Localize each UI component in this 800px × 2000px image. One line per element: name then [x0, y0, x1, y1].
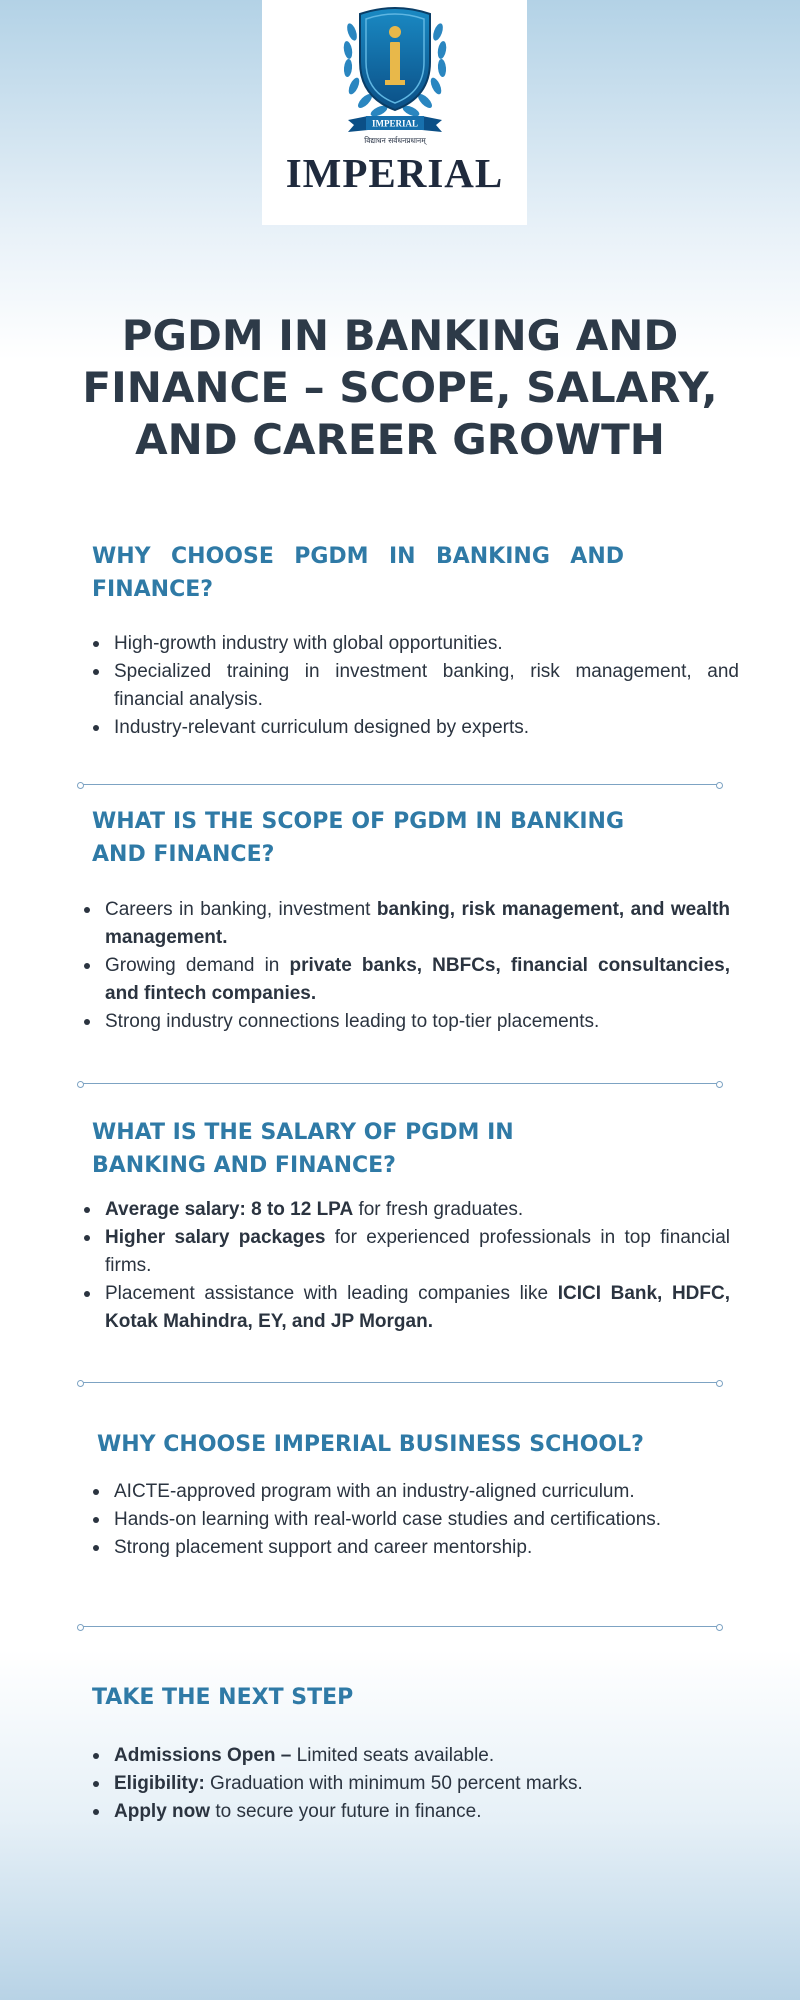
list-item: High-growth industry with global opportunities.: [91, 630, 739, 658]
list-item: Average salary: 8 to 12 LPA for fresh graduates.: [82, 1196, 730, 1224]
list-item: Eligibility: Graduation with minimum 50 percent marks.: [91, 1770, 739, 1798]
list-item: Growing demand in private banks, NBFCs, financial consultancies, and fintech companies.: [82, 952, 730, 1008]
crest-icon: [330, 2, 460, 147]
page-title: PGDM IN BANKING AND FINANCE – SCOPE, SALARY, AND CAREER GROWTH: [82, 311, 718, 464]
bullet-list: [82, 1196, 730, 1336]
bullet-list: [82, 896, 730, 1036]
section-heading: WHY CHOOSE IMPERIAL BUSINESS SCHOOL?: [97, 1432, 644, 1457]
list-item: Higher salary packages for experienced professionals in top financial firms.: [82, 1224, 730, 1280]
list-item: AICTE-approved program with an industry-aligned curriculum.: [91, 1478, 739, 1506]
list-item: Placement assistance with leading companies like ICICI Bank, HDFC, Kotak Mahindra, EY, and JP Morgan.: [82, 1280, 730, 1336]
section-heading: TAKE THE NEXT STEP: [92, 1685, 354, 1710]
bullet-list: [91, 1478, 739, 1562]
logo-motto: विद्याधन सर्वधनप्रधानम्: [363, 136, 426, 145]
section-heading: WHY CHOOSE PGDM IN BANKING AND FINANCE?: [92, 544, 624, 602]
bullet-list: [91, 1742, 739, 1826]
logo-name: IMPERIAL: [285, 150, 504, 196]
list-item: Careers in banking, investment banking, risk management, and wealth management.: [82, 896, 730, 952]
list-item: Strong industry connections leading to top-tier placements.: [82, 1008, 730, 1036]
divider: [80, 784, 720, 785]
bullet-list: [91, 630, 739, 742]
list-item: Admissions Open – Limited seats available.: [91, 1742, 739, 1770]
list-item: Industry-relevant curriculum designed by experts.: [91, 714, 739, 742]
section-heading: WHAT IS THE SALARY OF PGDM IN BANKING AND FINANCE?: [92, 1120, 514, 1178]
divider: [80, 1083, 720, 1084]
list-item: Strong placement support and career mentorship.: [91, 1534, 739, 1562]
divider: [80, 1382, 720, 1383]
section-heading: WHAT IS THE SCOPE OF PGDM IN BANKING AND FINANCE?: [92, 809, 624, 867]
list-item: Apply now to secure your future in finance.: [91, 1798, 739, 1826]
divider: [80, 1626, 720, 1627]
ribbon-text: IMPERIAL: [371, 118, 418, 129]
list-item: Hands-on learning with real-world case studies and certifications.: [91, 1506, 739, 1534]
logo: [262, 0, 527, 225]
list-item: Specialized training in investment banking, risk management, and financial analysis.: [91, 658, 739, 714]
